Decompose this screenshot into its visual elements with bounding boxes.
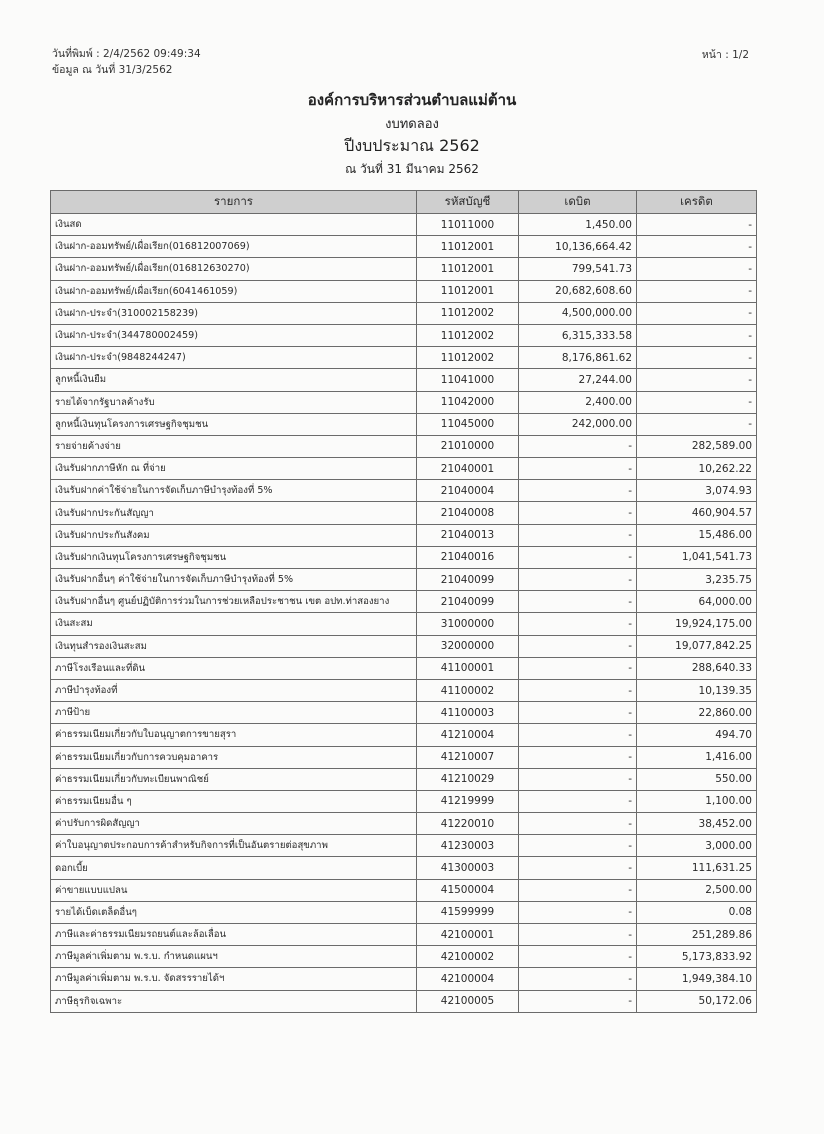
debit-cell: - — [519, 635, 637, 657]
item-name-cell: ภาษีบำรุงท้องที่ — [51, 679, 417, 701]
debit-cell: - — [519, 546, 637, 568]
credit-cell: 0.08 — [637, 901, 757, 923]
debit-cell: - — [519, 702, 637, 724]
item-name-cell: ลูกหนี้เงินยืม — [51, 369, 417, 391]
table-row — [51, 813, 757, 835]
credit-cell: 1,416.00 — [637, 746, 757, 768]
item-name-cell: ภาษีโรงเรือนและที่ดิน — [51, 657, 417, 679]
item-name-cell: เงินทุนสำรองเงินสะสม — [51, 635, 417, 657]
table-row — [51, 258, 757, 280]
account-code-cell: 11012001 — [417, 280, 519, 302]
item-name-cell: รายได้เบ็ดเตล็ดอื่นๆ — [51, 901, 417, 923]
credit-cell: 251,289.86 — [637, 924, 757, 946]
debit-cell: - — [519, 569, 637, 591]
page-number: หน้า : 1/2 — [701, 49, 749, 61]
table-row — [51, 502, 757, 524]
debit-cell: 27,244.00 — [519, 369, 637, 391]
debit-cell: - — [519, 946, 637, 968]
credit-cell: 19,924,175.00 — [637, 613, 757, 635]
debit-cell: - — [519, 435, 637, 457]
table-row — [51, 391, 757, 413]
table-row — [51, 879, 757, 901]
table-row — [51, 324, 757, 346]
table-row — [51, 413, 757, 435]
account-code-cell: 41300003 — [417, 857, 519, 879]
debit-cell: - — [519, 657, 637, 679]
account-code-cell: 42100004 — [417, 968, 519, 990]
table-row — [51, 790, 757, 812]
account-code-cell: 21040016 — [417, 546, 519, 568]
item-name-cell: เงินฝาก-ออมทรัพย์/เผื่อเรียก(016812007069) — [51, 236, 417, 258]
report-subtitle: งบทดลอง — [385, 117, 439, 132]
credit-cell: 38,452.00 — [637, 813, 757, 835]
account-code-cell: 41500004 — [417, 879, 519, 901]
table-row — [51, 635, 757, 657]
account-code-cell: 42100002 — [417, 946, 519, 968]
item-name-cell: ลูกหนี้เงินทุนโครงการเศรษฐกิจชุมชน — [51, 413, 417, 435]
debit-cell: 242,000.00 — [519, 413, 637, 435]
item-name-cell: เงินสะสม — [51, 613, 417, 635]
debit-cell: - — [519, 613, 637, 635]
item-name-cell: ค่าปรับการผิดสัญญา — [51, 813, 417, 835]
table-row — [51, 524, 757, 546]
table-row — [51, 591, 757, 613]
account-code-cell: 21040001 — [417, 458, 519, 480]
account-code-cell: 11041000 — [417, 369, 519, 391]
debit-cell: - — [519, 724, 637, 746]
credit-cell: 2,500.00 — [637, 879, 757, 901]
column-header-item: รายการ — [51, 191, 417, 214]
account-code-cell: 11012001 — [417, 236, 519, 258]
table-row — [51, 990, 757, 1012]
table-row — [51, 569, 757, 591]
credit-cell: 22,860.00 — [637, 702, 757, 724]
debit-cell: 4,500,000.00 — [519, 302, 637, 324]
account-code-cell: 21040004 — [417, 480, 519, 502]
credit-cell: 19,077,842.25 — [637, 635, 757, 657]
table-row — [51, 458, 757, 480]
credit-cell: 3,235.75 — [637, 569, 757, 591]
account-code-cell: 41210029 — [417, 768, 519, 790]
account-code-cell: 41100003 — [417, 702, 519, 724]
debit-cell: 2,400.00 — [519, 391, 637, 413]
item-name-cell: ค่าธรรมเนียมเกี่ยวกับใบอนุญาตการขายสุรา — [51, 724, 417, 746]
debit-cell: - — [519, 790, 637, 812]
account-code-cell: 21040099 — [417, 569, 519, 591]
debit-cell: - — [519, 968, 637, 990]
debit-cell: 20,682,608.60 — [519, 280, 637, 302]
item-name-cell: รายได้จากรัฐบาลค้างรับ — [51, 391, 417, 413]
account-code-cell: 11045000 — [417, 413, 519, 435]
item-name-cell: เงินฝาก-ประจำ(310002158239) — [51, 302, 417, 324]
item-name-cell: ภาษีป้าย — [51, 702, 417, 724]
credit-cell: - — [637, 236, 757, 258]
credit-cell: 288,640.33 — [637, 657, 757, 679]
item-name-cell: ดอกเบี้ย — [51, 857, 417, 879]
debit-cell: - — [519, 768, 637, 790]
item-name-cell: เงินรับฝากภาษีหัก ณ ที่จ่าย — [51, 458, 417, 480]
table-row — [51, 369, 757, 391]
table-row — [51, 302, 757, 324]
item-name-cell: เงินรับฝากเงินทุนโครงการเศรษฐกิจชุมชน — [51, 546, 417, 568]
debit-cell: - — [519, 746, 637, 768]
table-row — [51, 946, 757, 968]
table-row — [51, 679, 757, 701]
debit-cell: - — [519, 591, 637, 613]
table-row — [51, 657, 757, 679]
credit-cell: 1,041,541.73 — [637, 546, 757, 568]
table-row — [51, 347, 757, 369]
credit-cell: 550.00 — [637, 768, 757, 790]
organization-title: องค์การบริหารส่วนตำบลแม่ต้าน — [307, 91, 517, 109]
column-header-account-code: รหัสบัญชี — [417, 191, 519, 214]
credit-cell: 3,000.00 — [637, 835, 757, 857]
table-row — [51, 435, 757, 457]
item-name-cell: เงินรับฝากค่าใช้จ่ายในการจัดเก็บภาษีบำรุงท้องที่ 5% — [51, 480, 417, 502]
credit-cell: - — [637, 258, 757, 280]
debit-cell: - — [519, 524, 637, 546]
table-row — [51, 746, 757, 768]
debit-cell: - — [519, 924, 637, 946]
report-date: ณ วันที่ 31 มีนาคม 2562 — [345, 162, 479, 176]
credit-cell: 50,172.06 — [637, 990, 757, 1012]
account-code-cell: 41100001 — [417, 657, 519, 679]
item-name-cell: ค่าธรรมเนียมเกี่ยวกับทะเบียนพาณิชย์ — [51, 768, 417, 790]
credit-cell: 3,074.93 — [637, 480, 757, 502]
account-code-cell: 41220010 — [417, 813, 519, 835]
debit-cell: - — [519, 679, 637, 701]
table-row — [51, 613, 757, 635]
item-name-cell: ภาษีธุรกิจเฉพาะ — [51, 990, 417, 1012]
table-row — [51, 724, 757, 746]
item-name-cell: ค่าธรรมเนียมเกี่ยวกับการควบคุมอาคาร — [51, 746, 417, 768]
credit-cell: 10,262.22 — [637, 458, 757, 480]
account-code-cell: 41230003 — [417, 835, 519, 857]
account-code-cell: 42100001 — [417, 924, 519, 946]
account-code-cell: 11042000 — [417, 391, 519, 413]
credit-cell: 15,486.00 — [637, 524, 757, 546]
item-name-cell: เงินฝาก-ประจำ(344780002459) — [51, 324, 417, 346]
credit-cell: 10,139.35 — [637, 679, 757, 701]
item-name-cell: เงินฝาก-ประจำ(9848244247) — [51, 347, 417, 369]
table-row — [51, 480, 757, 502]
debit-cell: - — [519, 901, 637, 923]
credit-cell: 64,000.00 — [637, 591, 757, 613]
credit-cell: - — [637, 214, 757, 236]
credit-cell: 1,949,384.10 — [637, 968, 757, 990]
item-name-cell: รายจ่ายค้างจ่าย — [51, 435, 417, 457]
debit-cell: 10,136,664.42 — [519, 236, 637, 258]
debit-cell: - — [519, 879, 637, 901]
account-code-cell: 42100005 — [417, 990, 519, 1012]
item-name-cell: เงินฝาก-ออมทรัพย์/เผื่อเรียก(6041461059) — [51, 280, 417, 302]
item-name-cell: ค่าใบอนุญาตประกอบการค้าสำหรับกิจการที่เป็นอันตรายต่อสุขภาพ — [51, 835, 417, 857]
trial-balance-table — [50, 190, 757, 1013]
account-code-cell: 11012002 — [417, 347, 519, 369]
data-as-of: ข้อมูล ณ วันที่ 31/3/2562 — [52, 64, 173, 76]
debit-cell: - — [519, 835, 637, 857]
table-row — [51, 857, 757, 879]
table-row — [51, 835, 757, 857]
credit-cell: - — [637, 391, 757, 413]
table-row — [51, 924, 757, 946]
table-row — [51, 546, 757, 568]
account-code-cell: 21040099 — [417, 591, 519, 613]
account-code-cell: 41599999 — [417, 901, 519, 923]
item-name-cell: เงินรับฝากประกันสัญญา — [51, 502, 417, 524]
debit-cell: 1,450.00 — [519, 214, 637, 236]
item-name-cell: ค่าธรรมเนียมอื่น ๆ — [51, 790, 417, 812]
item-name-cell: ค่าขายแบบแปลน — [51, 879, 417, 901]
account-code-cell: 32000000 — [417, 635, 519, 657]
account-code-cell: 11012001 — [417, 258, 519, 280]
debit-cell: 6,315,333.58 — [519, 324, 637, 346]
table-row — [51, 768, 757, 790]
account-code-cell: 11011000 — [417, 214, 519, 236]
table-row — [51, 236, 757, 258]
account-code-cell: 41210007 — [417, 746, 519, 768]
credit-cell: - — [637, 369, 757, 391]
credit-cell: 494.70 — [637, 724, 757, 746]
debit-cell: - — [519, 458, 637, 480]
item-name-cell: เงินรับฝากอื่นๆ ค่าใช้จ่ายในการจัดเก็บภาษีบำรุงท้องที่ 5% — [51, 569, 417, 591]
print-meta — [52, 46, 201, 78]
debit-cell: - — [519, 857, 637, 879]
account-code-cell: 41219999 — [417, 790, 519, 812]
column-header-credit: เครดิต — [637, 191, 757, 214]
credit-cell: - — [637, 413, 757, 435]
account-code-cell: 21040008 — [417, 502, 519, 524]
credit-cell: 111,631.25 — [637, 857, 757, 879]
credit-cell: 5,173,833.92 — [637, 946, 757, 968]
fiscal-year: ปีงบประมาณ 2562 — [344, 136, 480, 155]
debit-cell: - — [519, 990, 637, 1012]
table-body — [51, 214, 757, 1013]
item-name-cell: ภาษีมูลค่าเพิ่มตาม พ.ร.บ. จัดสรรรายได้ฯ — [51, 968, 417, 990]
account-code-cell: 41100002 — [417, 679, 519, 701]
item-name-cell: เงินรับฝากประกันสังคม — [51, 524, 417, 546]
account-code-cell: 21010000 — [417, 435, 519, 457]
debit-cell: - — [519, 502, 637, 524]
account-code-cell: 11012002 — [417, 324, 519, 346]
table-row — [51, 280, 757, 302]
item-name-cell: เงินสด — [51, 214, 417, 236]
table-row — [51, 901, 757, 923]
credit-cell: - — [637, 347, 757, 369]
item-name-cell: เงินฝาก-ออมทรัพย์/เผื่อเรียก(016812630270) — [51, 258, 417, 280]
debit-cell: - — [519, 480, 637, 502]
account-code-cell: 21040013 — [417, 524, 519, 546]
debit-cell: - — [519, 813, 637, 835]
debit-cell: 799,541.73 — [519, 258, 637, 280]
debit-cell: 8,176,861.62 — [519, 347, 637, 369]
account-code-cell: 31000000 — [417, 613, 519, 635]
table-header-row — [51, 191, 757, 214]
credit-cell: 1,100.00 — [637, 790, 757, 812]
credit-cell: - — [637, 324, 757, 346]
account-code-cell: 41210004 — [417, 724, 519, 746]
column-header-debit: เดบิต — [519, 191, 637, 214]
credit-cell: 460,904.57 — [637, 502, 757, 524]
table-row — [51, 214, 757, 236]
table-row — [51, 968, 757, 990]
table-row — [51, 702, 757, 724]
account-code-cell: 11012002 — [417, 302, 519, 324]
item-name-cell: ภาษีและค่าธรรมเนียมรถยนต์และล้อเลื่อน — [51, 924, 417, 946]
item-name-cell: ภาษีมูลค่าเพิ่มตาม พ.ร.บ. กำหนดแผนฯ — [51, 946, 417, 968]
credit-cell: - — [637, 302, 757, 324]
credit-cell: - — [637, 280, 757, 302]
print-timestamp: วันที่พิมพ์ : 2/4/2562 09:49:34 — [52, 48, 201, 60]
item-name-cell: เงินรับฝากอื่นๆ ศูนย์ปฏิบัติการร่วมในการช่วยเหลือประชาชน เขต อปท.ท่าสองยาง — [51, 591, 417, 613]
credit-cell: 282,589.00 — [637, 435, 757, 457]
